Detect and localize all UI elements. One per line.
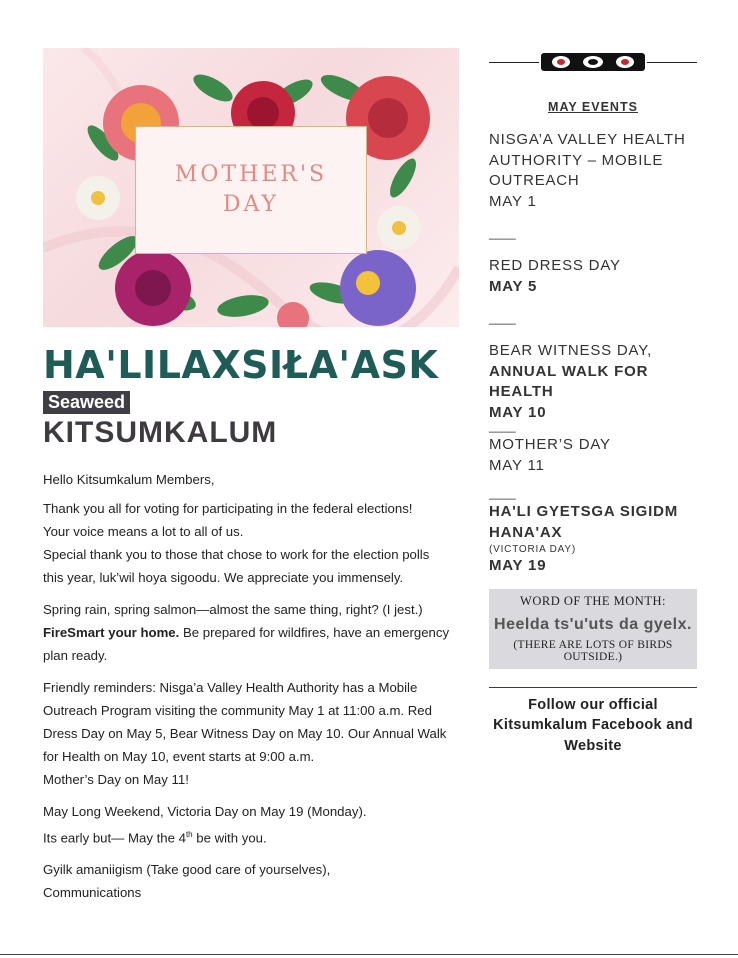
header-rule xyxy=(489,50,697,76)
event-separator: ____ xyxy=(489,419,516,433)
event-health-authority: NISGA’A VALLEY HEALTH AUTHORITY – MOBILE OUTREACH MAY 1 xyxy=(489,131,686,210)
issue-tag: Seaweed xyxy=(43,391,130,414)
firesmart-emphasis: FireSmart your home. xyxy=(43,625,180,640)
banner-line-2: DAY xyxy=(222,192,280,217)
signature: Communications xyxy=(43,885,142,901)
paragraph-long-weekend: May Long Weekend, Victoria Day on May 19 (Monday). Its early but— May the 4th be with you. xyxy=(43,804,367,846)
event-bear-witness-day: BEAR WITNESS DAY, ANNUAL WALK FOR HEALTH MAY 10 xyxy=(489,342,653,421)
mothers-day-card xyxy=(135,126,367,254)
event-separator: ____ xyxy=(489,311,516,325)
nation-name: KITSUMKALUM xyxy=(43,416,278,449)
event-victoria-day: HA'LI GYETSGA SIGIDM HANA'AX (VICTORIA DAY) MAY 19 xyxy=(489,503,679,574)
event-separator: ____ xyxy=(489,226,516,240)
banner-line-1: MOTHER'S xyxy=(174,162,328,187)
paragraph-firesmart: Spring rain, spring salmon—almost the same thing, right? (I jest.) FireSmart your home. Be prepared for wildfires, have an emergency plan ready. xyxy=(43,602,450,663)
word-of-the-month-box xyxy=(489,589,697,669)
word-of-the-month-heading: WORD OF THE MONTH: xyxy=(520,593,666,608)
event-red-dress-day: RED DRESS DAY MAY 5 xyxy=(489,257,621,295)
mothers-day-banner xyxy=(43,48,459,327)
may-events-heading: MAY EVENTS xyxy=(548,100,638,114)
main-column xyxy=(43,48,473,913)
word-translation: (THERE ARE LOTS OF BIRDS OUTSIDE.) xyxy=(513,638,673,663)
follow-divider xyxy=(489,687,697,688)
event-separator: ____ xyxy=(489,486,516,500)
paragraph-reminders: Friendly reminders: Nisga’a Valley Health Authority has a Mobile Outreach Program visiting the community May 1 at 11:00 a.m. Red Dress Day on May 5, Bear Witness Day on May 10. Our Annual Walk for Health on May 10, event starts at 9:00 a.m. Mother’s Day on May 11! xyxy=(43,680,447,787)
follow-us-text: Follow our official Kitsumkalum Facebook and Website xyxy=(493,696,693,754)
paragraph-signoff: Gyilk amaniigism (Take good care of yourselves), Communications xyxy=(43,862,331,901)
paragraph-elections: Thank you all for voting for participating in the federal elections! Your voice means a lot to all of us. Special thank you to those that chose to work for the election polls this year, luk’wil hoya sigoodu. We appreciate you immensely. xyxy=(43,501,430,585)
greeting: Hello Kitsumkalum Members, xyxy=(43,472,215,487)
page-bottom-rule xyxy=(0,954,738,955)
event-mothers-day: MOTHER’S DAY MAY 11 xyxy=(489,436,611,474)
word-of-the-month: Heelda ts'u'uts da gyelx. xyxy=(494,615,692,633)
sidebar xyxy=(489,50,697,756)
newsletter-body xyxy=(43,468,473,904)
newsletter-title: HA'LILAXSIŁA'ASK xyxy=(43,343,439,387)
formline-crest-icon xyxy=(539,51,647,73)
